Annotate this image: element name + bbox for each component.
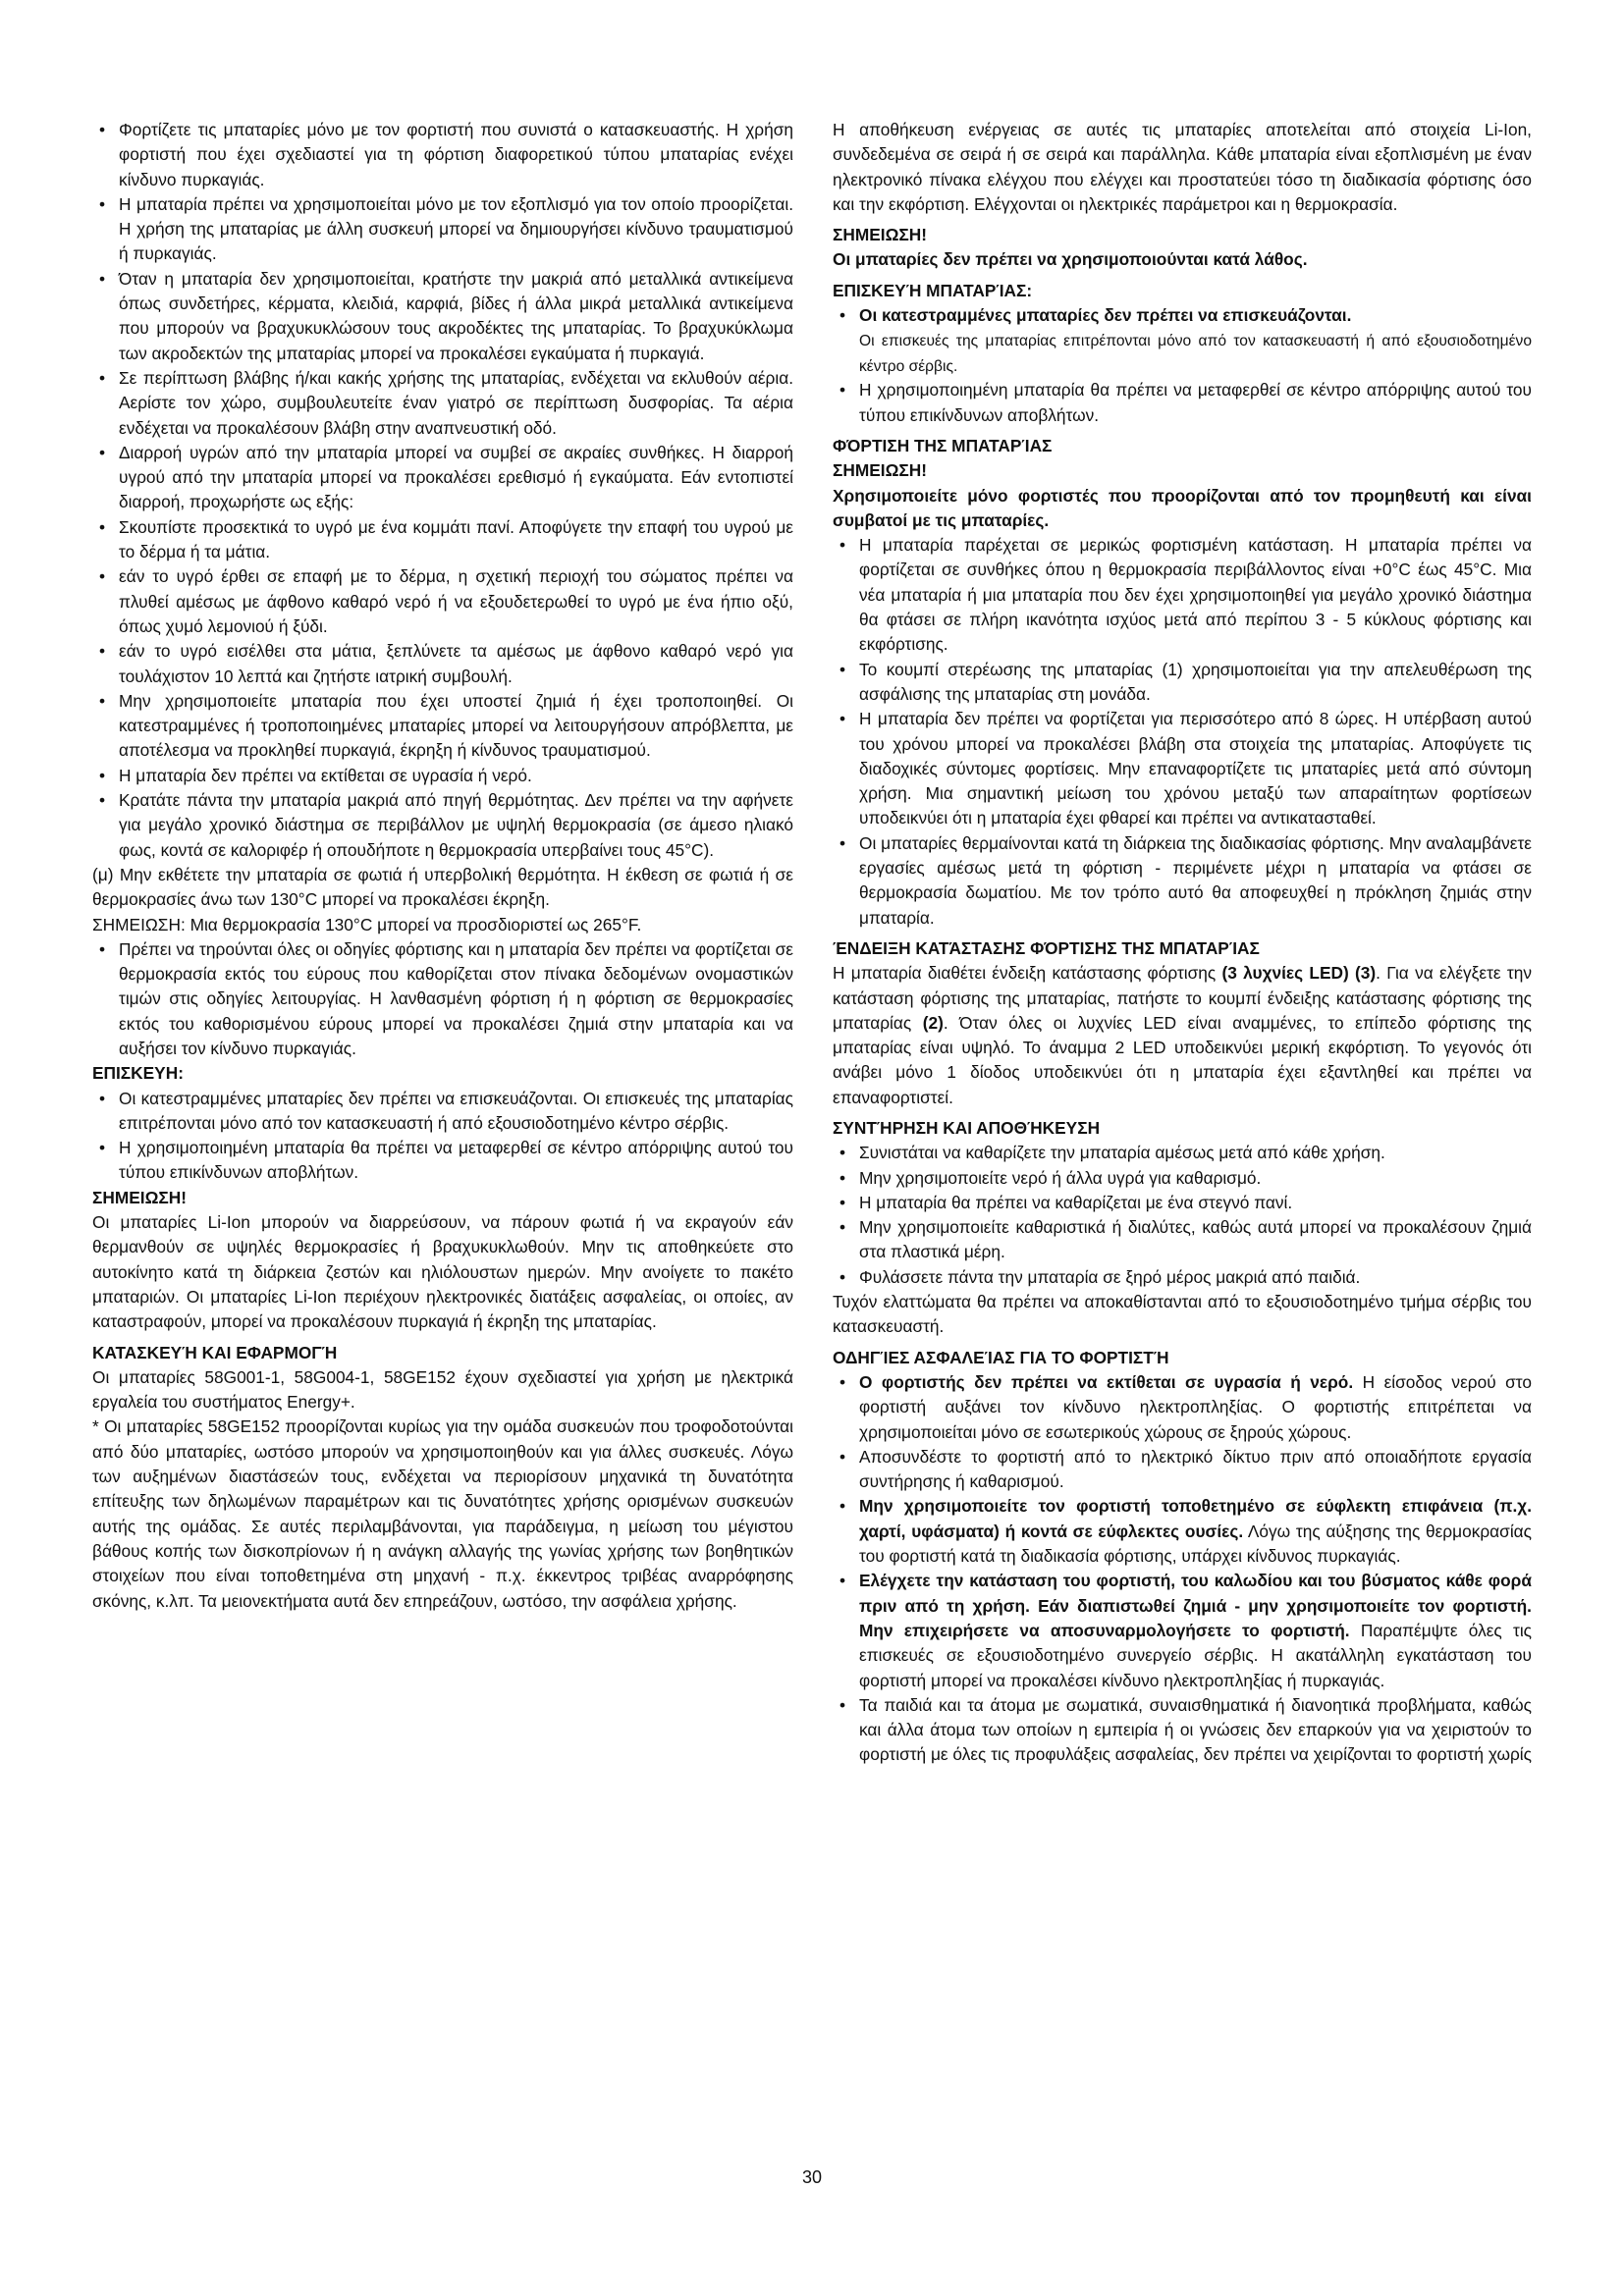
list-item: • Η μπαταρία παρέχεται σε μερικώς φορτισμένη κατάσταση. Η μπαταρία πρέπει να φορτίζεται σε συνθήκες όπου η θερμοκρασία περιβάλλοντος είναι +0°C έως 45°C. Μια νέα μπαταρία ή μια μπαταρία που δεν έχει χρησιμοποιηθεί για μεγάλο χρονικό διάστημα θα φτάσει σε πλήρη ικανότητα ισχύος μετά από περίπου 3 - 5 κύκλους φόρτισης και εκφόρτισης. (833, 533, 1532, 657)
list-item: • εάν το υγρό έρθει σε επαφή με το δέρμα, η σχετική περιοχή του σώματος πρέπει να πλυθεί αμέσως με άφθονο καθαρό νερό ή να εξουδετερωθεί το υγρό με ένα ήπιο οξύ, όπως χυμό λεμονιού ή ξύδι. (92, 564, 793, 639)
charging-list (833, 533, 1532, 931)
repair-warning-detail: Οι επισκευές της μπαταρίας επιτρέπονται μόνο από τον κατασκευαστή ή από εξουσιοδοτημένο κέντρο σέρβις. (859, 333, 1532, 375)
safety-text: Λόγω της αύξησης της θερμοκρασίας του φορτιστή κατά τη διαδικασία φόρτισης, υπάρχει κίνδυνος πυρκαγιάς. (859, 1521, 1532, 1567)
list-item: • Πρέπει να τηρούνται όλες οι οδηγίες φόρτισης και η μπαταρία δεν πρέπει να φορτίζεται σε θερμοκρασία εκτός του εύρους που καθορίζεται στον πίνακα δεδομένων ονομαστικών τιμών στις οδηγίες λειτουργίας. Η λανθασμένη φόρτιση ή η φόρτιση σε θερμοκρασίες εκτός του καθορισμένου εύρους μπορεί να προκαλέσει ζημιά στην μπαταρία και να αυξήσει τον κίνδυνο πυρκαγιάς. (92, 937, 793, 1061)
page-number: 30 (801, 2167, 823, 2187)
indicator-button-ref: (2) (922, 1012, 944, 1033)
repair-warning-bold: Οι κατεστραμμένες μπαταρίες δεν πρέπει να επισκευάζονται. (859, 305, 1352, 326)
fire-exposure-paragraph: (μ) Μην εκθέτετε την μπαταρία σε φωτιά ή υπερβολική θερμότητα. Η έκθεση σε φωτιά ή σε θερμοκρασίες άνω των 130°C μπορεί να προκαλέσει έκρηξη. (92, 864, 793, 910)
list-item: • Μην χρησιμοποιείτε καθαριστικά ή διαλύτες, καθώς αυτά μπορεί να προκαλέσουν ζημιά στα πλαστικά μέρη. (833, 1215, 1532, 1265)
list-item: • Η μπαταρία θα πρέπει να καθαρίζεται με ένα στεγνό πανί. (833, 1191, 1532, 1215)
li-ion-note-text: Οι μπαταρίες Li-Ion μπορούν να διαρρεύσουν, να πάρουν φωτιά ή να εκραγούν εάν θερμανθούν σε υψηλές θερμοκρασίες ή βραχυκυκλωθούν. Μην τις αποθηκεύετε στο αυτοκίνητο κατά τη διάρκεια ζεστών και ηλιόλουστων ημερών. Μην ανοίγετε το πακέτο μπαταριών. Οι μπαταρίες Li-Ion περιέχουν ηλεκτρονικές διατάξεις ασφαλείας, οι οποίες, αν καταστραφούν, μπορεί να προκαλέσουν πυρκαγιά ή έκρηξη της μπαταρίας. (92, 1212, 793, 1332)
charger-compatibility-note: Χρησιμοποιείτε μόνο φορτιστές που προορίζονται από τον προμηθευτή και είναι συμβατοί με τις μπαταρίες. (833, 485, 1532, 530)
safety-bold-text: Ελέγχετε την κατάσταση του φορτιστή, του καλωδίου και του βύσματος κάθε φορά πριν από τη χρήση. Εάν διαπιστωθεί ζημιά - μην χρησιμοποιείτε τον φορτιστή. Μην επιχειρήσετε να αποσυναρμολογήσετε το φορτιστή. (859, 1571, 1532, 1640)
safety-text: Η είσοδος νερού στο φορτιστή αυξάνει τον κίνδυνο ηλεκτροπληξίας. Ο φορτιστής επιτρέπεται να χρησιμοποιείται μόνο σε εσωτερικούς χώρους σε ξηρούς χώρους. (859, 1371, 1532, 1442)
battery-repair-heading: ΕΠΙΣΚΕΥΉ ΜΠΑΤΑΡΊΑΣ: (833, 280, 1033, 300)
right-column (833, 118, 1532, 1768)
list-item: • εάν το υγρό εισέλθει στα μάτια, ξεπλύνετε τα αμέσως με άφθονο καθαρό νερό για τουλάχιστον 10 λεπτά και ζητήστε ιατρική συμβουλή. (92, 639, 793, 689)
repair-list (92, 1087, 793, 1186)
list-item: • Φυλάσσετε πάντα την μπαταρία σε ξηρό μέρος μακριά από παιδιά. (833, 1265, 1532, 1290)
list-item: • Μην χρησιμοποιείτε μπαταρία που έχει υποστεί ζημιά ή έχει τροποποιηθεί. Οι κατεστραμμένες ή τροποποιημένες μπαταρίες μπορεί να λειτουργήσουν απρόβλεπτα, με αποτέλεσμα να προκληθεί πυρκαγιά, έκρηξη ή κίνδυνος τραυματισμού. (92, 689, 793, 764)
charge-indicator-paragraph (833, 961, 1532, 1110)
battery-safety-list (92, 118, 793, 863)
charge-indicator-heading: ΈΝΔΕΙΞΗ ΚΑΤΆΣΤΑΣΗΣ ΦΌΡΤΙΣΗΣ ΤΗΣ ΜΠΑΤΑΡΊΑΣ (833, 937, 1260, 958)
indicator-led-ref: (3 λυχνίες LED) (3) (1221, 963, 1377, 984)
maintenance-list (833, 1141, 1532, 1290)
note-heading: ΣΗΜΕΙΩΣΗ! (833, 460, 928, 481)
list-item: • Η μπαταρία δεν πρέπει να φορτίζεται για περισσότερο από 8 ώρες. Η υπέρβαση αυτού του χρόνου μπορεί να προκαλέσει βλάβη στα στοιχεία της μπαταρίας. Αποφύγετε τις διαδοχικές σύντομες φορτίσεις. Μην επαναφορτίζετε τις μπαταρίες μετά από σύντομη χρήση. Μια σημαντική μείωση του χρόνου μεταξύ των απαραίτητων φορτίσεων υποδεικνύει ότι η μπαταρία έχει φθαρεί και πρέπει να αντικατασταθεί. (833, 707, 1532, 830)
list-item: • Η χρησιμοποιημένη μπαταρία θα πρέπει να μεταφερθεί σε κέντρο απόρριψης αυτού του τύπου επικίνδυνων αποβλήτων. (92, 1136, 793, 1186)
list-item: • Η μπαταρία δεν πρέπει να εκτίθεται σε υγρασία ή νερό. (92, 764, 793, 788)
safety-bold-text: Ο φορτιστής δεν πρέπει να εκτίθεται σε υγρασία ή νερό. (859, 1371, 1354, 1392)
battery-repair-list (833, 303, 1532, 428)
construction-paragraph: Οι μπαταρίες 58G001-1, 58G004-1, 58GE152 έχουν σχεδιαστεί για χρήση με ηλεκτρικά εργαλεία του συστήματος Energy+. (92, 1366, 793, 1413)
list-item: • Μην χρησιμοποιείτε νερό ή άλλα υγρά για καθαρισμό. (833, 1166, 1532, 1191)
indicator-text: . Όταν όλες οι λυχνίες LED είναι αναμμένες, το επίπεδο φόρτισης της μπαταρίας είναι υψηλό. Το άναμμα 2 LED υποδεικνύει μερική εκφόρτιση. Το γεγονός ότι ανάβει μόνο 1 δίοδος υποδεικνύει ότι η μπαταρία έχει εξαντληθεί και πρέπει να επαναφορτιστεί. (833, 1012, 1532, 1107)
list-item: • Συνιστάται να καθαρίζετε την μπαταρία αμέσως μετά από κάθε χρήση. (833, 1141, 1532, 1165)
construction-heading: ΚΑΤΑΣΚΕΥΉ ΚΑΙ ΕΦΑΡΜΟΓΉ (92, 1342, 338, 1362)
misuse-note: Οι μπαταρίες δεν πρέπει να χρησιμοποιούνται κατά λάθος. (833, 249, 1308, 270)
charger-safety-list (833, 1370, 1532, 1768)
maintenance-paragraph: Τυχόν ελαττώματα θα πρέπει να αποκαθίστανται από το εξουσιοδοτημένο τμήμα σέρβις του κατασκευαστή. (833, 1292, 1532, 1337)
list-item: • Οι μπαταρίες θερμαίνονται κατά τη διάρκεια της διαδικασίας φόρτισης. Μην αναλαμβάνετε εργασίες αμέσως μετά τη φόρτιση - περιμένετε μέχρι η μπαταρία να φτάσει σε θερμοκρασία δωματίου. Με τον τρόπο αυτό θα αποφευχθεί η πρόκληση ζημιάς στην μπαταρία. (833, 831, 1532, 931)
list-item: • Αποσυνδέστε το φορτιστή από το ηλεκτρικό δίκτυο πριν από οποιαδήποτε εργασία συντήρησης ή καθαρισμού. (833, 1445, 1532, 1495)
list-item: • Το κουμπί στερέωσης της μπαταρίας (1) χρησιμοποιείται για την απελευθέρωση της ασφάλισης της μπαταρίας στη μονάδα. (833, 658, 1532, 708)
list-item: • Τα παιδιά και τα άτομα με σωματικά, συναισθηματικά ή διανοητικά προβλήματα, καθώς και άλλα άτομα των οποίων η εμπειρία ή οι γνώσεις δεν επαρκούν για να χειριστούν το φορτιστή με όλες τις προφυλάξεις ασφαλείας, δεν πρέπει να χειρίζονται το φορτιστή χωρίς (833, 1693, 1532, 1768)
list-item: • Φορτίζετε τις μπαταρίες μόνο με τον φορτιστή που συνιστά ο κατασκευαστής. Η χρήση φορτιστή που έχει σχεδιαστεί για τη φόρτιση διαφορετικού τύπου μπαταρίας ενέχει κίνδυνο πυρκαγιάς. (92, 118, 793, 192)
list-item (833, 1494, 1532, 1569)
charging-rules-list (92, 937, 793, 1061)
list-item: • Κρατάτε πάντα την μπαταρία μακριά από πηγή θερμότητας. Δεν πρέπει να την αφήνετε για μεγάλο χρονικό διάστημα σε περιβάλλον με υψηλή θερμοκρασία (σε άμεσο ηλιακό φως, κοντά σε καλοριφέρ ή οπουδήποτε η θερμοκρασία υπερβαίνει τους 45°C). (92, 788, 793, 863)
list-item: • Σε περίπτωση βλάβης ή/και κακής χρήσης της μπαταρίας, ενδέχεται να εκλυθούν αέρια. Αερίστε τον χώρο, συμβουλευτείτε έναν γιατρό σε περίπτωση δυσφορίας. Τα αέρια ενδέχεται να προκαλέσουν βλάβη στην αναπνευστική οδό. (92, 366, 793, 441)
indicator-text: . Για να ελέγξετε την κατάσταση φόρτισης της μπαταρίας, πατήστε το κουμπί ένδειξης κατάστασης φόρτισης της μπαταρίας (833, 963, 1532, 1033)
list-item: • Σκουπίστε προσεκτικά το υγρό με ένα κομμάτι πανί. Αποφύγετε την επαφή του υγρού με το δέρμα ή τα μάτια. (92, 515, 793, 565)
list-item (833, 1569, 1532, 1692)
repair-heading: ΕΠΙΣΚΕΥΗ: (92, 1063, 184, 1084)
safety-text: Παραπέμψτε όλες τις επισκευές σε εξουσιοδοτημένο συνεργείο σέρβις. Η ακατάλληλη εγκατάσταση του φορτιστή μπορεί να προκαλέσει κίνδυνο ηλεκτροπληξίας ή πυρκαγιάς. (859, 1620, 1532, 1690)
temperature-note: ΣΗΜΕΙΩΣΗ: Μια θερμοκρασία 130°C μπορεί να προσδιοριστεί ως 265°F. (92, 914, 642, 934)
note-heading: ΣΗΜΕΙΩΣΗ! (92, 1187, 188, 1207)
energy-storage-intro: Η αποθήκευση ενέργειας σε αυτές τις μπαταρίες αποτελείται από στοιχεία Li-Ion, συνδεδεμένα σε σειρά ή σε σειρά και παράλληλα. Κάθε μπαταρία είναι εξοπλισμένη με έναν ηλεκτρονικό πίνακα ελέγχου που ελέγχει και προστατεύει τόσο τη διαδικασία φόρτισης όσο και την εκφόρτιση. Ελέγχονται οι ηλεκτρικές παράμετροι και η θερμοκρασία. (833, 120, 1532, 214)
left-column (92, 118, 793, 1614)
charging-heading: ΦΌΡΤΙΣΗ ΤΗΣ ΜΠΑΤΑΡΊΑΣ (833, 435, 1053, 455)
list-item: • Όταν η μπαταρία δεν χρησιμοποιείται, κρατήστε την μακριά από μεταλλικά αντικείμενα όπως συνδετήρες, κέρματα, κλειδιά, καρφιά, βίδες ή άλλα μικρά μεταλλικά αντικείμενα που μπορούν να βραχυκυκλώσουν τους ακροδέκτες της μπαταρίας. Το βραχυκύκλωμα των ακροδεκτών της μπαταρίας μπορεί να προκαλέσει εγκαύματα ή πυρκαγιά. (92, 267, 793, 366)
note-heading: ΣΗΜΕΙΩΣΗ! (833, 225, 928, 245)
list-item (833, 1370, 1532, 1445)
construction-paragraph: * Οι μπαταρίες 58GE152 προορίζονται κυρίως για την ομάδα συσκευών που τροφοδοτούνται από δύο μπαταρίες, ωστόσο μπορούν να χρησιμοποιηθούν και για άλλες συσκευές. Λόγω των αυξημένων διαστάσεών τους, ενδέχεται να περιορίσουν μηχανικά τη δυνατότητα επίτευξης των δηλωμένων παραμέτρων και τις δυνατότητες χρήσης ορισμένων συσκευών αυτής της ομάδας. Σε αυτές περιλαμβάνονται, για παράδειγμα, η μείωση του μέγιστου βάθους κοπής των δισκοπρίονων ή η ανάγκη αλλαγής της γωνίας χρήσης των βοηθητικών στοιχείων που είναι τοποθετημένα στη μηχανή - π.χ. έκκεντρος τριβέας αναρρόφησης σκόνης, κ.λπ. Τα μειονεκτήματα αυτά δεν επηρεάζουν, ωστόσο, την ασφάλεια χρήσης. (92, 1416, 793, 1611)
list-item: • Η χρησιμοποιημένη μπαταρία θα πρέπει να μεταφερθεί σε κέντρο απόρριψης αυτού του τύπου επικίνδυνων αποβλήτων. (833, 378, 1532, 428)
list-item: • Διαρροή υγρών από την μπαταρία μπορεί να συμβεί σε ακραίες συνθήκες. Η διαρροή υγρού από την μπαταρία μπορεί να προκαλέσει ερεθισμό ή εγκαύματα. Εάν εντοπιστεί διαρροή, προχωρήστε ως εξής: (92, 441, 793, 515)
list-item: • Οι κατεστραμμένες μπαταρίες δεν πρέπει να επισκευάζονται. Οι επισκευές της μπαταρίας επιτρέπονται μόνο από τον κατασκευαστή ή από εξουσιοδοτημένο κέντρο σέρβις. (92, 1087, 793, 1137)
charger-safety-heading: ΟΔΗΓΊΕΣ ΑΣΦΑΛΕΊΑΣ ΓΙΑ ΤΟ ΦΟΡΤΙΣΤΉ (833, 1347, 1169, 1367)
safety-bold-text: Μην χρησιμοποιείτε τον φορτιστή τοποθετημένο σε εύφλεκτη επιφάνεια (π.χ. χαρτί, υφάσματα) ή κοντά σε εύφλεκτες ουσίες. (859, 1496, 1532, 1541)
list-item (833, 303, 1532, 378)
maintenance-heading: ΣΥΝΤΉΡΗΣΗ ΚΑΙ ΑΠΟΘΉΚΕΥΣΗ (833, 1117, 1101, 1138)
list-item: • Η μπαταρία πρέπει να χρησιμοποιείται μόνο με τον εξοπλισμό για τον οποίο προορίζεται. Η χρήση της μπαταρίας με άλλη συσκευή μπορεί να δημιουργήσει κίνδυνο τραυματισμού ή πυρκαγιάς. (92, 192, 793, 267)
indicator-text: Η μπαταρία διαθέτει ένδειξη κατάστασης φόρτισης (833, 963, 1222, 984)
